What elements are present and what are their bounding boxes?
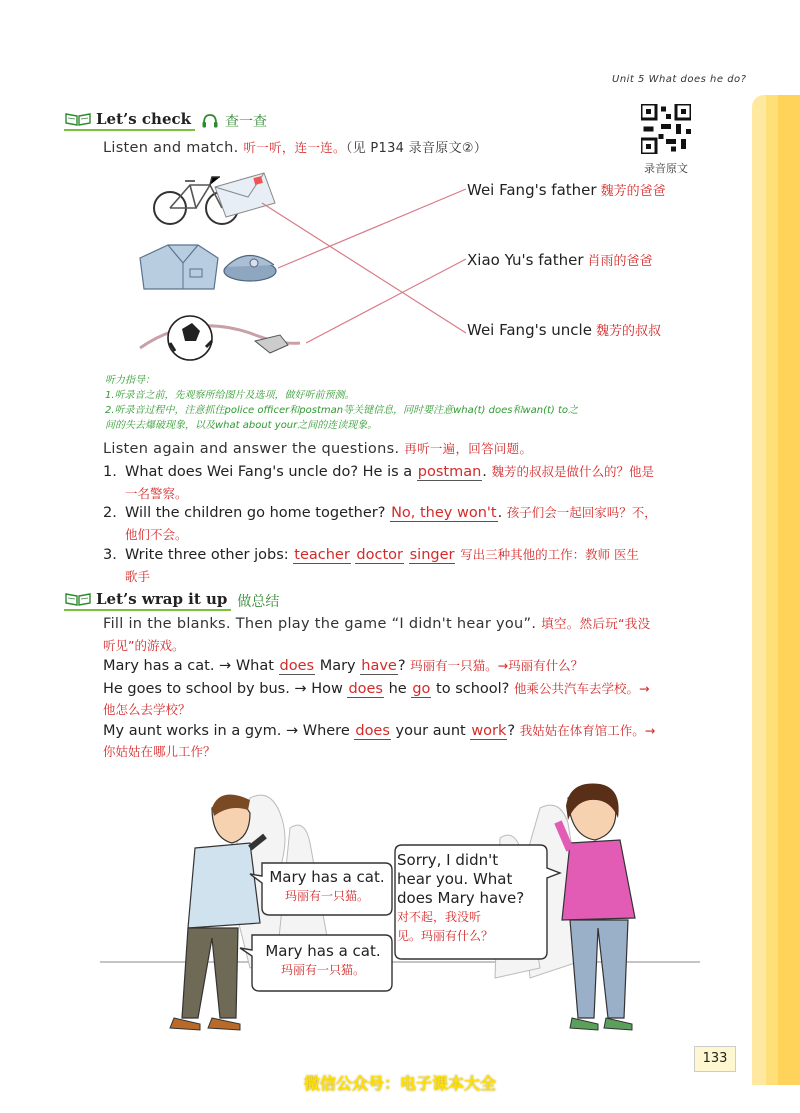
wrap-line-1-d: ? [397,658,406,674]
guide-line-2: 2.听录音过程中，注意抓住police officer和postman等关键信息，同时要注意wha(t) does和wan(t) to之 [105,405,579,416]
question-3-answer-3: singer [409,547,455,563]
matching-illustration [130,163,470,368]
wrap-line-3-answer-1: does [355,723,390,739]
bubble-3-en-1: Sorry, I didn't [397,851,499,869]
bubble-2-cn: 玛丽有一只猫。 [280,963,365,977]
again-instruction-en: Listen again and answer the questions. [103,441,400,457]
police-shirt-icon [140,245,218,289]
wrap-instruction-en: Fill in the blanks. Then play the game “I didn't hear you”. [103,616,537,632]
wrap-instruction-cn-cont: 听见”的游戏。 [103,638,185,653]
question-1-answer: postman [417,464,482,480]
page-edge-stripes [752,95,800,1085]
wrap-line-2-answer-2: go [412,681,431,697]
wrap-line-1-a: Mary has a cat. [103,658,215,674]
question-3-number: 3. [103,547,117,563]
bubble-1-cn: 玛丽有一只猫。 [284,889,369,903]
question-3-cn-cont: 歌手 [125,569,151,584]
wrap-line-2-d: to school? [436,681,510,697]
question-3-answer-1: teacher [294,547,350,563]
match-label-3 [467,320,661,339]
qr-label: 录音原文 [644,162,688,175]
question-3-text: Write three other jobs: [125,547,289,563]
wrap-line-2-answer-1: does [348,681,383,697]
question-1: 1. What does Wei Fang's uncle do? He is a postman. 魏芳的叔叔是做什么的？他是 [103,464,655,480]
lets-wrap-title-cn: 做总结 [237,593,280,610]
question-2-cn: 孩子们会一起回家吗？不， [506,505,657,520]
question-2-cn-cont: 他们不会。 [125,527,188,542]
wrap-line-3-cn-cont: 你姑姑在哪儿工作？ [103,744,216,759]
lets-check-heading [64,110,267,131]
question-1-text: What does Wei Fang's uncle do? He is a [125,464,413,480]
wrap-line-3-c: your aunt [395,723,466,739]
question-2: 2. Will the children go home together? No, they won't. 孩子们会一起回家吗？不， [103,505,657,521]
wrap-line-2-b: How [311,681,343,697]
wrap-line-3-b: Where [302,723,350,739]
bubble-3-text [397,851,547,946]
open-book-icon [64,112,92,126]
wrap-line-2-cn-cont: 他怎么去学校？ [103,702,191,717]
bubble-1-text [262,868,392,906]
match-label-1-en: Wei Fang's father [467,181,597,199]
qr-code-icon[interactable] [641,104,691,154]
match-label-1 [467,180,666,199]
wrap-line-2-a: He goes to school by bus. [103,681,290,697]
lets-check-badge [64,110,195,131]
wrap-line-2-c: he [388,681,407,697]
wrap-instruction-cn: 填空。然后玩“我没 [541,616,651,631]
wrap-line-3-a: My aunt works in a gym. [103,723,282,739]
question-3-answer-2: doctor [356,547,403,563]
open-book-icon [64,592,92,606]
running-head: Unit 5 What does he do? [612,74,747,85]
arrow-right-icon: → [219,658,232,674]
footer-watermark: 微信公众号：电子课本大全 [303,1074,496,1093]
bubble-2-text [254,942,392,980]
arrow-right-icon: → [294,681,307,697]
wrap-line-1-answer-2: have [361,658,397,674]
police-cap-icon [224,255,276,281]
wrap-line-2-cn: 他乘公共汽车去学校。→ [514,681,650,696]
wrap-line-1-b: What [235,658,274,674]
again-instruction [103,439,532,457]
lets-check-title-cn: 查一查 [225,113,268,130]
page-number: 133 [694,1046,736,1072]
check-instruction-ref: （见 P134 录音原文②） [345,141,488,156]
lets-wrap-title: Let’s wrap it up [96,590,228,608]
match-label-3-en: Wei Fang's uncle [467,321,592,339]
match-label-1-cn: 魏芳的爸爸 [600,184,666,199]
check-instruction [103,137,487,156]
lets-wrap-badge [64,590,231,611]
match-label-2-en: Xiao Yu's father [467,251,584,269]
question-2-text: Will the children go home together? [125,505,386,521]
bubble-3-en-3: does Mary have? [397,889,525,907]
wrap-instruction [103,614,743,632]
question-2-answer: No, they won't [391,505,497,521]
football-whistle-icon [140,316,300,360]
lets-wrap-heading [64,590,279,611]
guide-title: 听力指导： [105,375,155,386]
guide-line-3: 间的失去爆破现象，以及what about your之间的连读现象。 [105,420,378,431]
check-instruction-en: Listen and match. [103,140,239,156]
check-instruction-cn: 听一听，连一连。 [243,140,346,155]
envelope-icon [215,173,275,217]
bubble-3-en-2: hear you. What [397,870,513,888]
wrap-line-2 [103,679,743,697]
guide-line-1: 1.听录音之前，先观察所给图片及选项，做好听前预测。 [105,390,355,401]
question-1-cn: 魏芳的叔叔是做什么的？他是 [491,464,655,479]
wrap-line-3-d: ? [507,723,516,739]
bubble-3-cn-1: 对不起，我没听 [397,910,482,924]
match-label-2-cn: 肖雨的爸爸 [587,254,653,269]
bubble-1-en: Mary has a cat. [269,868,385,886]
wrap-line-3 [103,721,743,739]
question-1-number: 1. [103,464,117,480]
again-instruction-cn: 再听一遍，回答问题。 [404,441,533,456]
lets-check-title: Let’s check [96,110,192,128]
arrow-right-icon: → [285,723,299,739]
match-label-3-cn: 魏芳的叔叔 [595,324,661,339]
question-1-cn-cont: 一名警察。 [125,486,188,501]
question-2-number: 2. [103,505,117,521]
wrap-line-3-answer-2: work [471,723,507,739]
listening-guide [105,373,745,433]
bubble-3-cn-2: 见。玛丽有什么？ [397,929,494,943]
wrap-line-1-answer-1: does [279,658,315,674]
girl-figure [558,783,635,1030]
match-label-2 [467,250,653,269]
wrap-line-1 [103,656,743,674]
bubble-2-en: Mary has a cat. [265,942,381,960]
wrap-line-1-c: Mary [319,658,356,674]
question-3 [103,545,743,563]
question-3-cn: 写出三种其他的工作：教师 医生 [460,547,640,562]
wrap-line-1-cn: 玛丽有一只猫。→玛丽有什么？ [410,658,584,673]
wrap-line-3-cn: 我姑姑在体育馆工作。→ [519,723,656,738]
headphones-icon [201,113,219,129]
